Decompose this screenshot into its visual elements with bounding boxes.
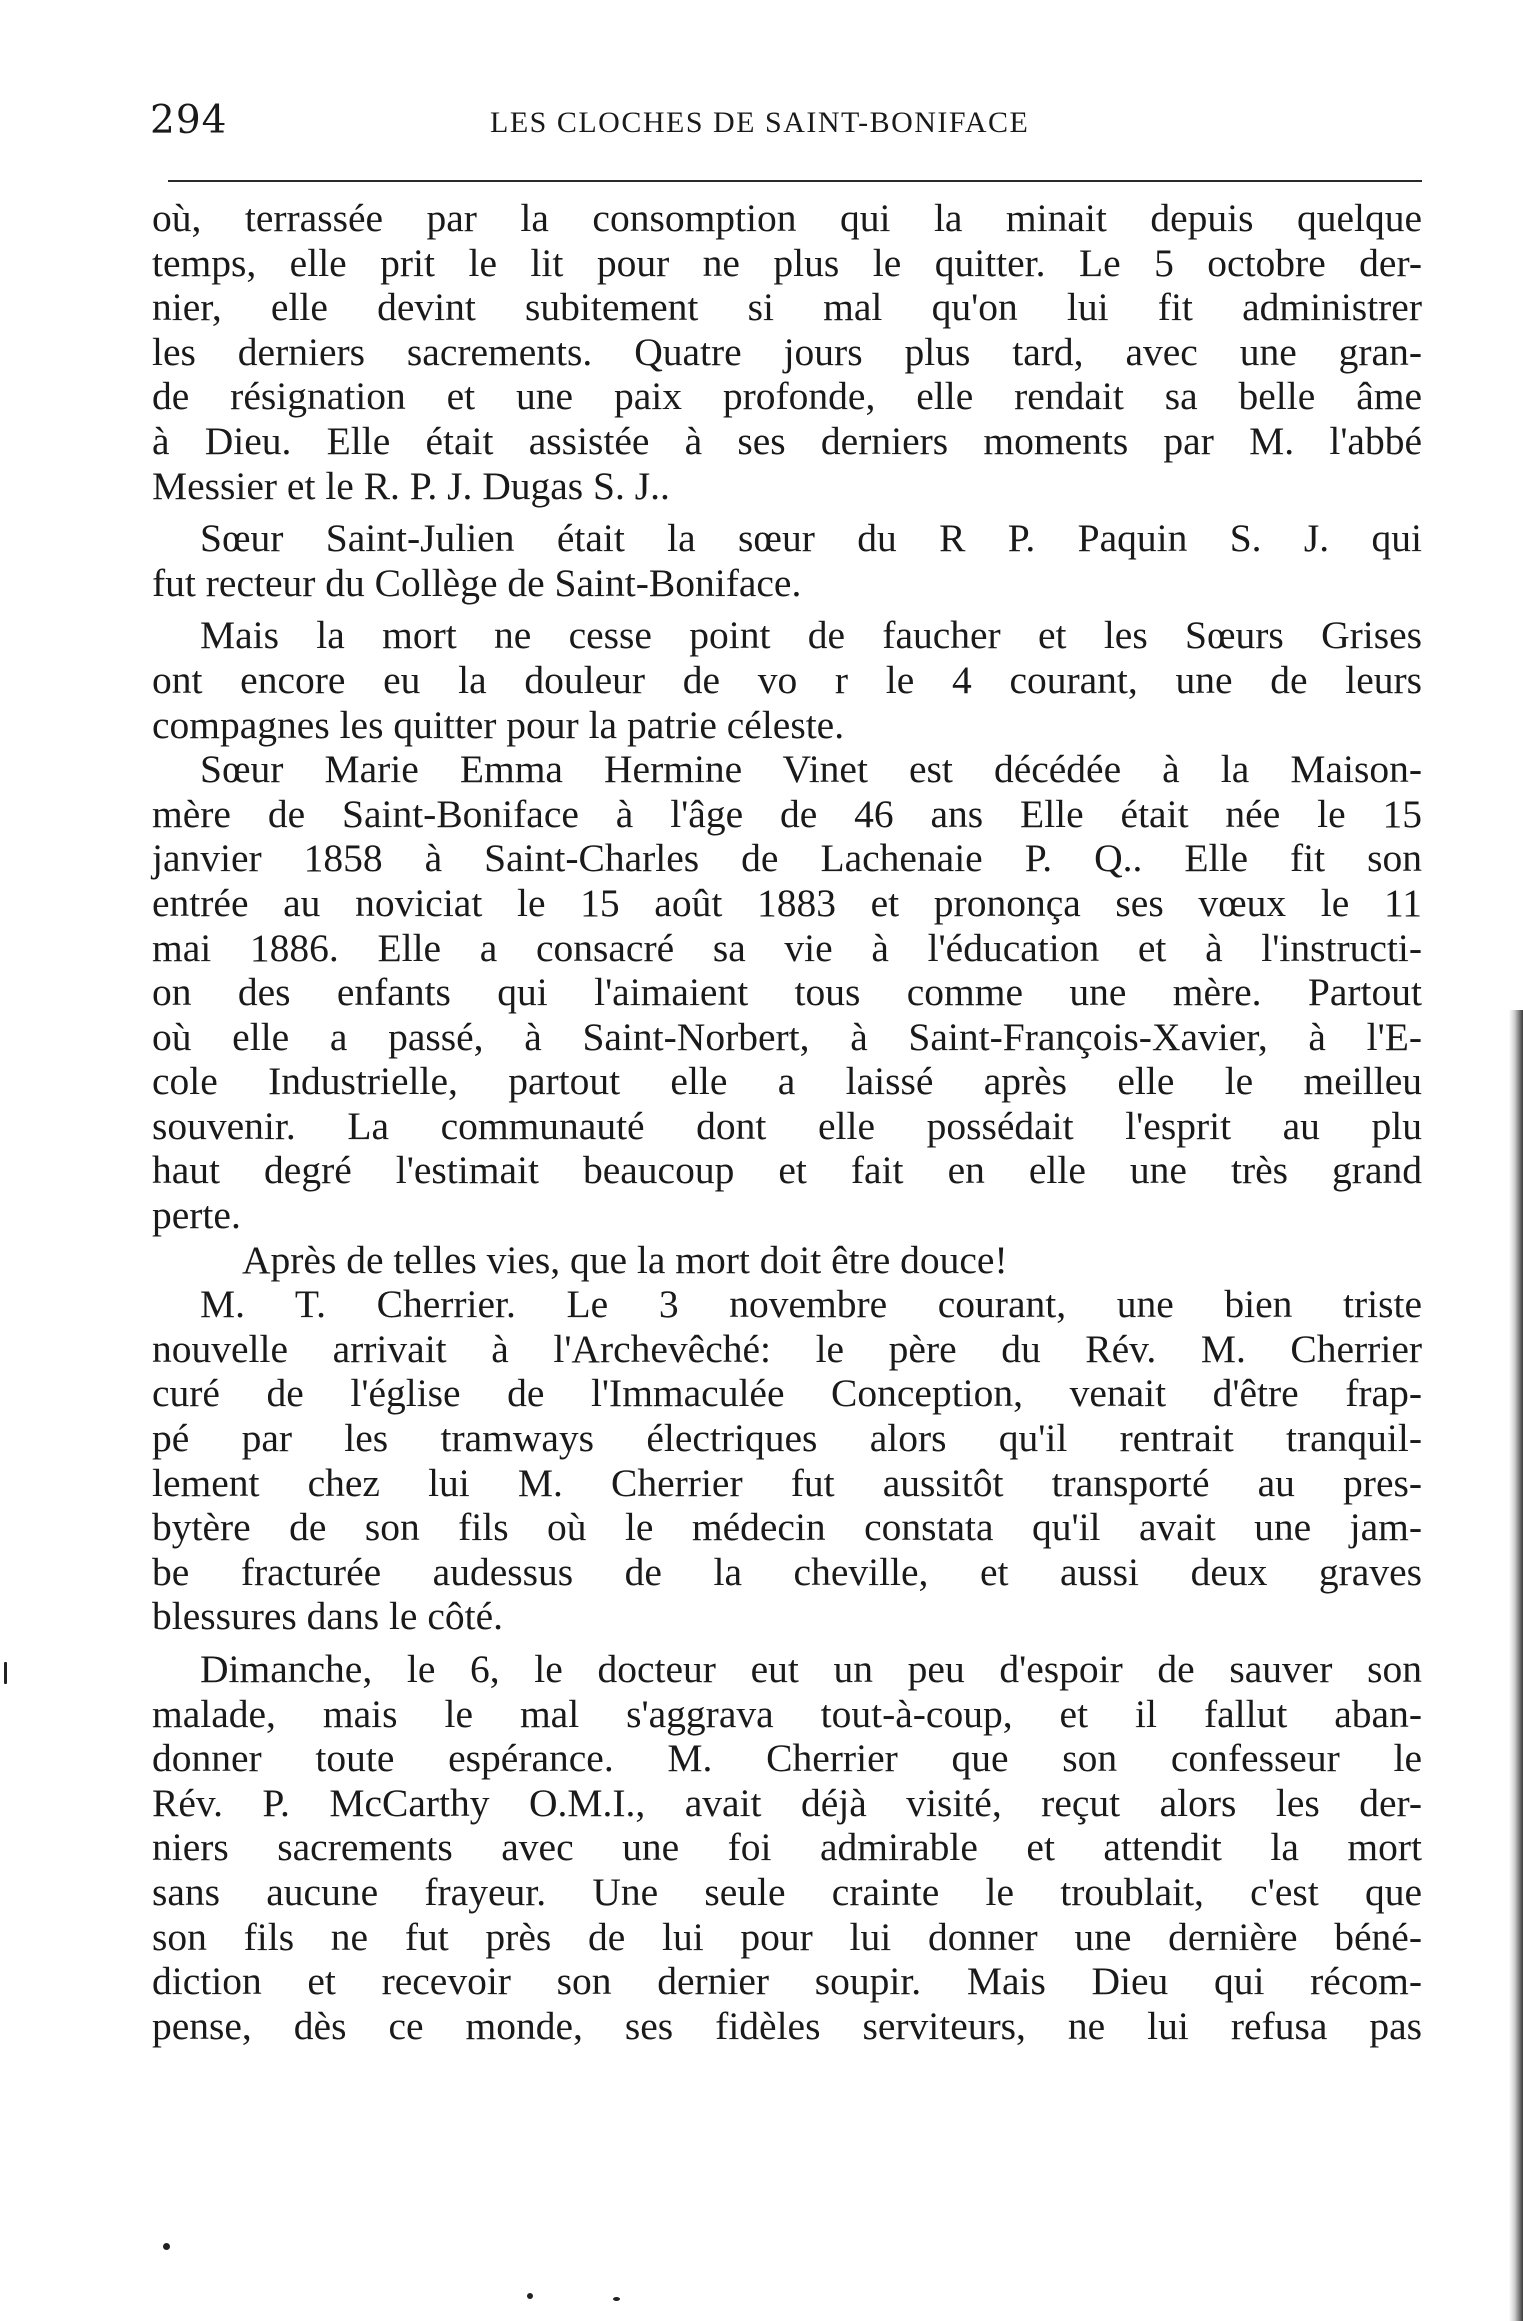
scan-speck — [163, 2243, 170, 2250]
text-line: nouvelle arrivait à l'Archevêché: le père du Rév. M. Cherrier — [152, 1326, 1422, 1371]
text-line: Sœur Marie Emma Hermine Vinet est décédée à la Maison- — [200, 747, 1422, 792]
text-line: où elle a passé, à Saint-Norbert, à Saint-François-Xavier, à l'E- — [152, 1014, 1422, 1059]
scan-speck — [613, 2297, 620, 2301]
text-line: diction et recevoir son dernier soupir. Mais Dieu qui récom- — [152, 1959, 1422, 2004]
header-rule — [168, 180, 1422, 182]
text-line: pense, dès ce monde, ses fidèles serviteurs, ne lui refusa pas — [152, 2003, 1422, 2048]
page-edge-shadow — [1509, 1010, 1523, 2321]
text-line: janvier 1858 à Saint-Charles de Lachenaie P. Q.. Elle fit son — [152, 836, 1422, 881]
text-line: cole Industrielle, partout elle a laissé après elle le meilleu — [152, 1059, 1422, 1104]
scan-speck — [4, 1662, 7, 1684]
text-line: mère de Saint-Boniface à l'âge de 46 ans Elle était née le 15 — [152, 791, 1422, 836]
text-line: sans aucune frayeur. Une seule crainte le troublait, c'est que — [152, 1869, 1422, 1914]
text-line: fut recteur du Collège de Saint-Boniface. — [152, 560, 802, 605]
text-line: Mais la mort ne cesse point de faucher et les Sœurs Grises — [200, 613, 1422, 658]
text-line: M. T. Cherrier. Le 3 novembre courant, une bien triste — [200, 1282, 1422, 1327]
text-line: mai 1886. Elle a consacré sa vie à l'éducation et à l'instructi- — [152, 925, 1422, 970]
text-line: be fracturée audessus de la cheville, et aussi deux graves — [152, 1549, 1422, 1594]
text-line: souvenir. La communauté dont elle possédait l'esprit au plu — [152, 1103, 1422, 1148]
text-line: blessures dans le côté. — [152, 1594, 504, 1639]
text-line: malade, mais le mal s'aggrava tout-à-coup, et il fallut aban- — [152, 1691, 1422, 1736]
text-line: Sœur Saint-Julien était la sœur du R P. Paquin S. J. qui — [200, 516, 1422, 561]
text-line: où, terrassée par la consomption qui la minait depuis quelque — [152, 196, 1422, 240]
text-line: à Dieu. Elle était assistée à ses derniers moments par M. l'abbé — [152, 418, 1422, 463]
text-line: on des enfants qui l'aimaient tous comme une mère. Partout — [152, 970, 1422, 1015]
text-line: de résignation et une paix profonde, elle rendait sa belle âme — [152, 374, 1422, 419]
text-line: entrée au noviciat le 15 août 1883 et prononça ses vœux le 11 — [152, 880, 1422, 925]
text-line: Rév. P. McCarthy O.M.I., avait déjà visité, reçut alors les der- — [152, 1780, 1422, 1825]
body-text — [152, 196, 1422, 2048]
text-line: pé par les tramways électriques alors qu'il rentrait tranquil- — [152, 1416, 1422, 1461]
text-line: haut degré l'estimait beaucoup et fait en elle une très grand — [152, 1148, 1422, 1193]
text-line: nier, elle devint subitement si mal qu'on lui fit administrer — [152, 285, 1422, 330]
page-number: 294 — [150, 98, 228, 143]
running-title: LES CLOCHES DE SAINT-BONIFACE — [490, 106, 1030, 139]
text-line: ont encore eu la douleur de vo r le 4 courant, une de leurs — [152, 657, 1422, 702]
text-line: Messier et le R. P. J. Dugas S. J.. — [152, 463, 670, 508]
text-line: perte. — [152, 1193, 241, 1238]
page-header — [150, 98, 1420, 148]
text-line: Dimanche, le 6, le docteur eut un peu d'espoir de sauver son — [200, 1647, 1422, 1691]
text-line: les derniers sacrements. Quatre jours plus tard, avec une gran- — [152, 329, 1422, 374]
text-line: Après de telles vies, que la mort doit être douce! — [242, 1237, 1008, 1282]
text-line: niers sacrements avec une foi admirable et attendit la mort — [152, 1825, 1422, 1870]
text-line: curé de l'église de l'Immaculée Conception, venait d'être frap- — [152, 1371, 1422, 1416]
text-line: son fils ne fut près de lui pour lui donner une dernière béné- — [152, 1914, 1422, 1959]
text-line: temps, elle prit le lit pour ne plus le quitter. Le 5 octobre der- — [152, 240, 1422, 285]
text-line: compagnes les quitter pour la patrie céleste. — [152, 702, 845, 747]
text-line: donner toute espérance. M. Cherrier que son confesseur le — [152, 1736, 1422, 1781]
text-line: lement chez lui M. Cherrier fut aussitôt transporté au pres- — [152, 1460, 1422, 1505]
text-line: bytère de son fils où le médecin constata qu'il avait une jam- — [152, 1505, 1422, 1550]
scan-speck — [527, 2293, 533, 2299]
